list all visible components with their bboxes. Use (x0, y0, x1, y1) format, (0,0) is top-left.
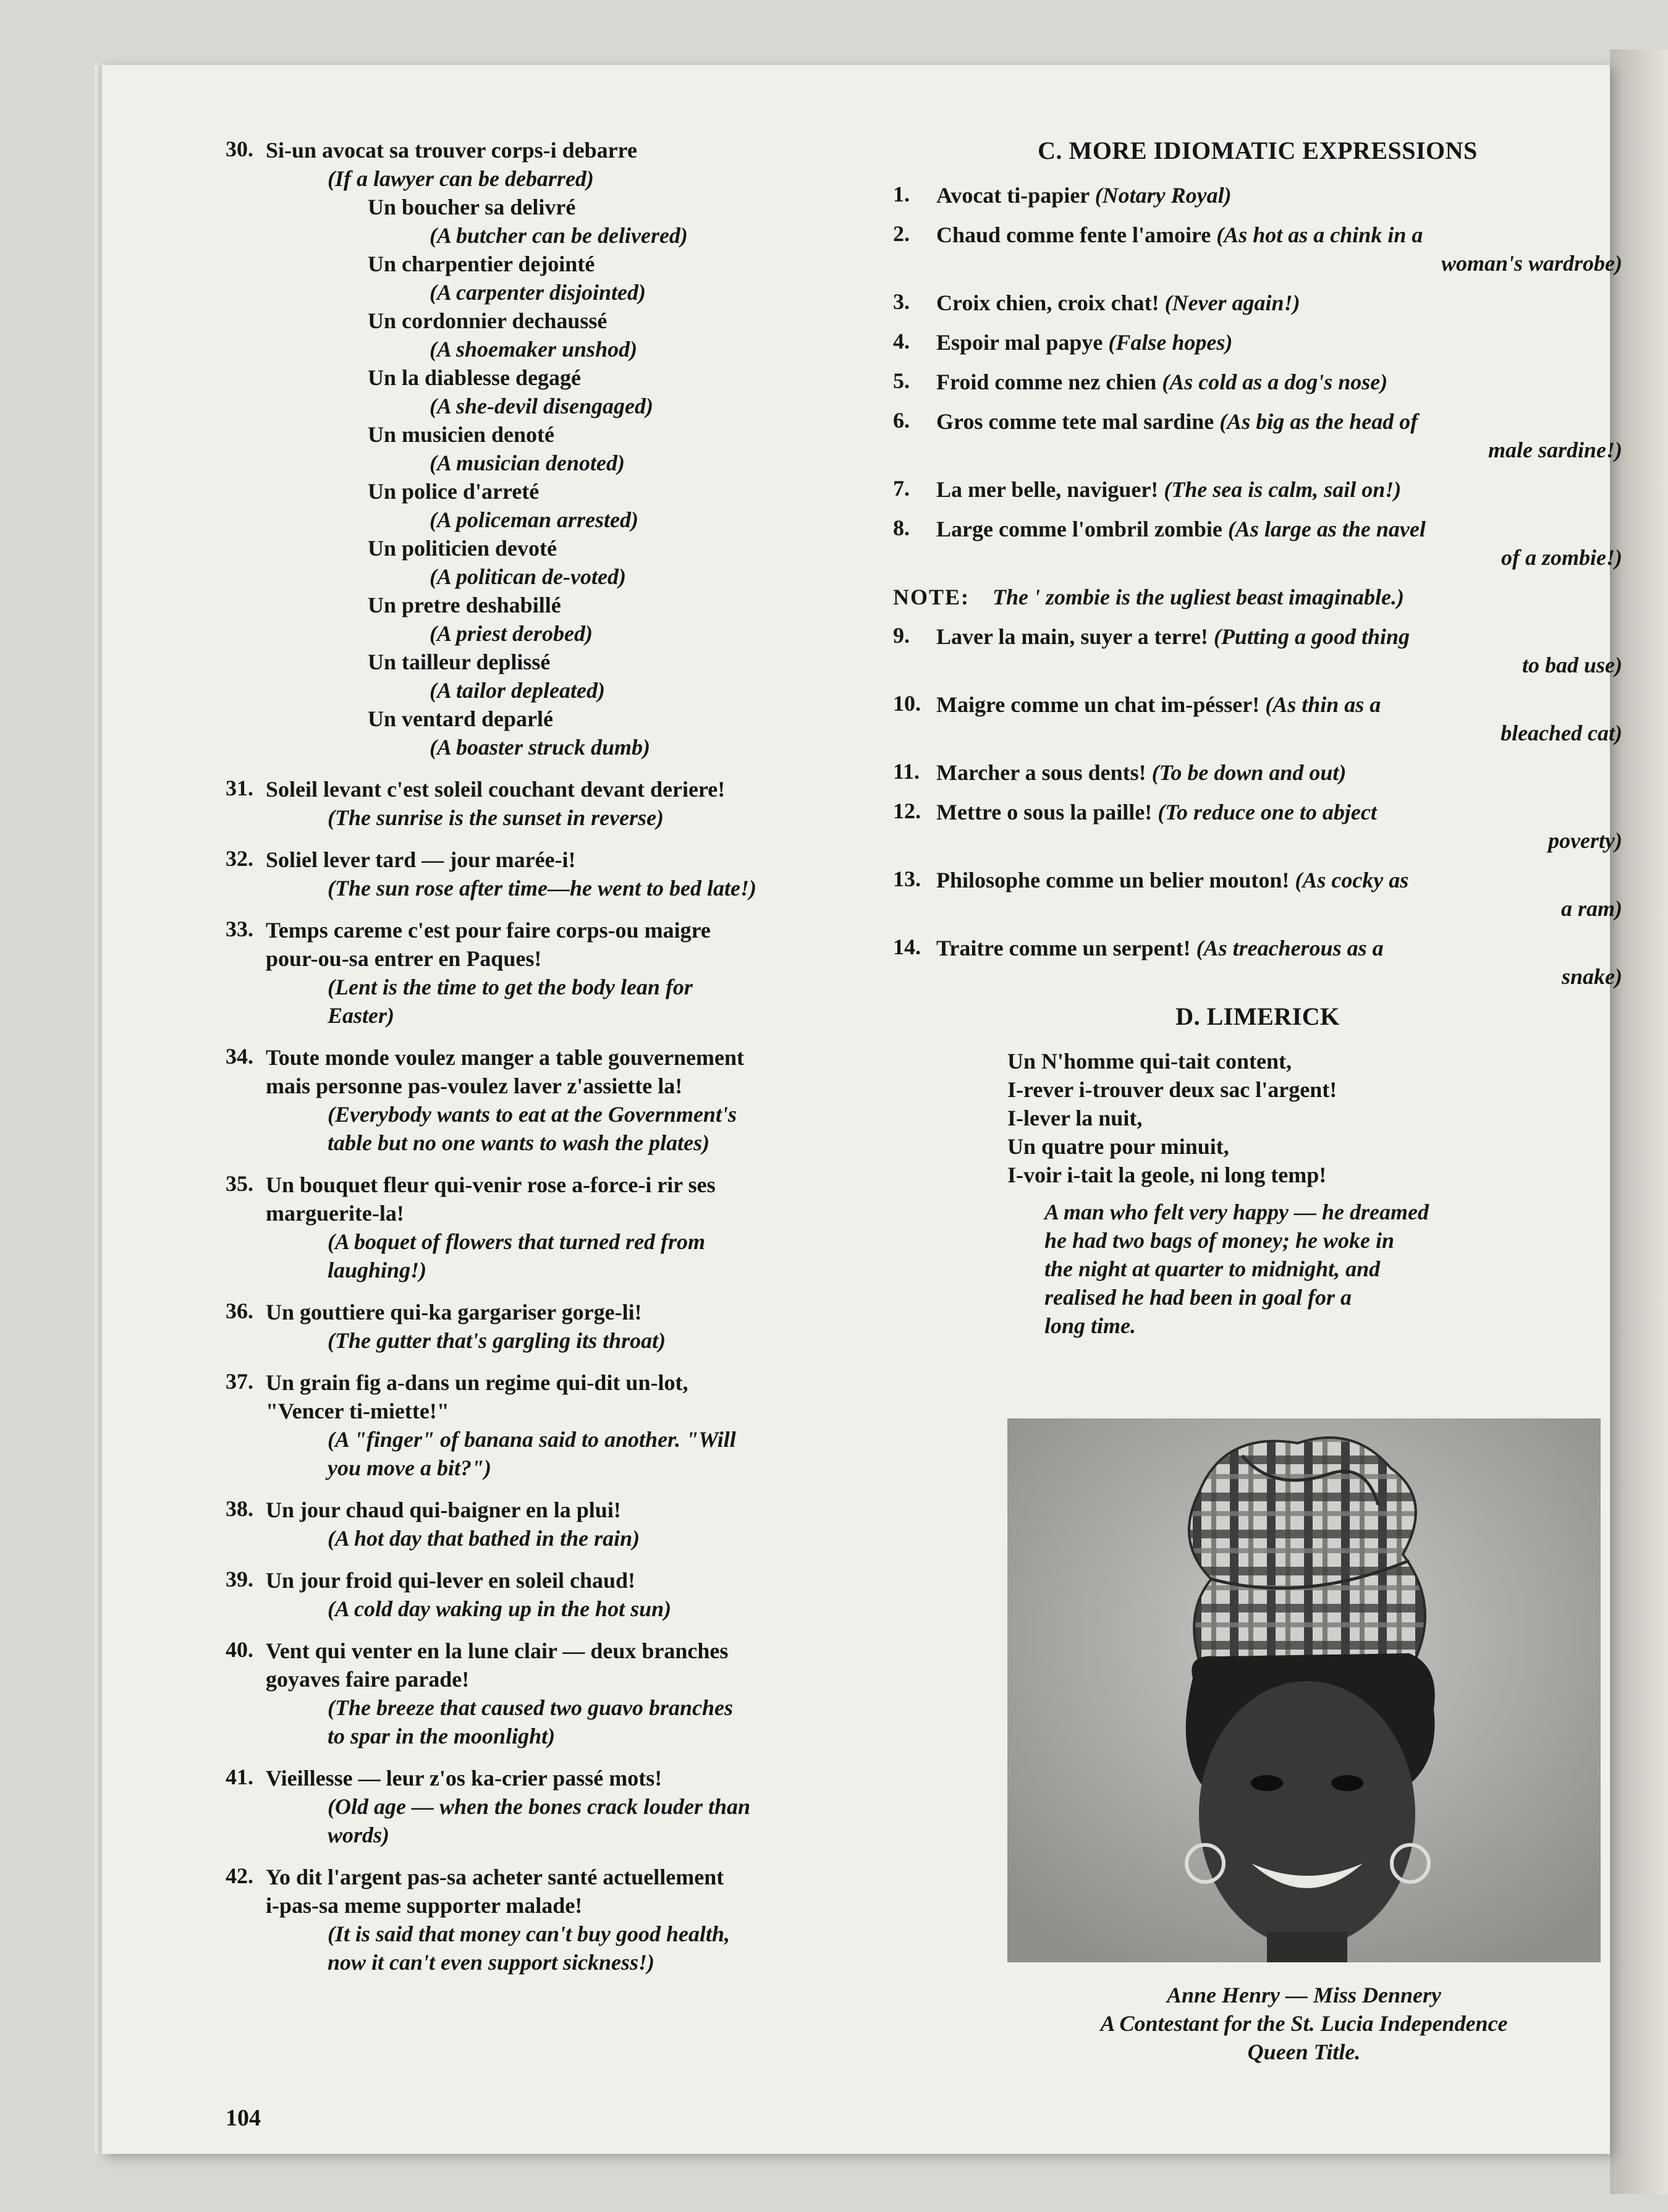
idiom-french: Traitre comme un serpent! (936, 936, 1191, 960)
entry-number: 3. (893, 289, 910, 314)
idiom-english-continued: woman's wardrobe) (1441, 251, 1622, 276)
idiom-entry (893, 934, 1622, 991)
idiom-french: Marcher a sous dents! (936, 760, 1146, 785)
entry-english: (It is said that money can't buy good health, (328, 1922, 730, 1946)
entry-french: Vieillesse — leur z'os ka-crier passé mots! (266, 1766, 663, 1790)
entry-number: 41. (226, 1765, 253, 1789)
idiom-french: Mettre o sous la paille! (936, 800, 1153, 824)
idiom-english-continued: male sardine!) (1488, 438, 1622, 462)
idiom-english: (To be down and out) (1151, 760, 1347, 785)
entry-french: Temps careme c'est pour faire corps-ou maigre (266, 918, 711, 943)
limerick-english-line: A man who felt very happy — he dreamed (1044, 1200, 1429, 1224)
entry-number: 36. (226, 1299, 253, 1323)
entry-english: (The gutter that's gargling its throat) (328, 1328, 666, 1353)
limerick-french (1007, 1047, 1622, 1189)
entry-english: (Everybody wants to eat at the Government's (328, 1102, 737, 1127)
entry-french: Soliel lever tard — jour marée-i! (266, 847, 576, 872)
idiom-line (936, 798, 1622, 826)
page-number: 104 (226, 2105, 261, 2131)
idiom-french: Maigre comme un chat im-pésser! (936, 692, 1260, 717)
idiom-french: Chaud comme fente l'amoire (936, 222, 1211, 247)
entry-number: 2. (893, 221, 910, 246)
idiom-english-continued: snake) (1562, 964, 1622, 989)
limerick-english-line: realised he had been in goal for a (1044, 1285, 1352, 1310)
entry-number: 30. (226, 137, 253, 161)
entry-number: 39. (226, 1567, 253, 1591)
list-item-french: Un police d'arreté (368, 479, 540, 504)
entry-english: you move a bit?") (328, 1456, 491, 1480)
entry-number: 38. (226, 1496, 253, 1521)
limerick-line: I-lever la nuit, (1007, 1106, 1143, 1130)
idiom-entry (893, 407, 1622, 464)
portrait-illustration (1007, 1418, 1601, 1962)
idiom-line (936, 181, 1622, 210)
entry-number: 32. (226, 846, 253, 871)
list-item-english: (A she-devil disengaged) (430, 394, 653, 418)
entry-english: (The breeze that caused two guavo branches (328, 1695, 733, 1720)
idiom-french: Froid comme nez chien (936, 370, 1157, 394)
list-item-english: (A musician denoted) (430, 451, 625, 475)
entry-french: Un bouquet fleur qui-venir rose a-force-i rir ses (266, 1172, 716, 1197)
list-item-french: Un musicien denoté (368, 422, 555, 447)
entry-french: Si-un avocat sa trouver corps-i debarre (266, 138, 637, 163)
idiom-english: (False hopes) (1108, 330, 1233, 355)
idiom-entry (893, 515, 1622, 572)
list-item-english: (A carpenter disjointed) (430, 280, 646, 305)
proverb-entry (226, 845, 949, 902)
list-item-english: (A priest derobed) (430, 621, 593, 646)
entry-english: now it can't even support sickness!) (328, 1950, 655, 1975)
idiom-entry (893, 368, 1622, 396)
limerick-line: Un N'homme qui-tait content, (1007, 1049, 1292, 1074)
proverb-entry (226, 1368, 949, 1482)
entry-number: 9. (893, 623, 910, 648)
proverb-entry (226, 1566, 949, 1623)
idiom-list-continued (893, 622, 1622, 991)
proverb-entry (226, 1637, 949, 1750)
entry-french: goyaves faire parade! (266, 1667, 470, 1692)
idiom-line (936, 221, 1622, 249)
left-column (226, 136, 949, 1990)
entry-french: pour-ou-sa entrer en Paques! (266, 946, 542, 971)
idiom-english: (Putting a good thing (1213, 624, 1410, 649)
proverb-entry (226, 775, 949, 832)
list-item-english: (A policeman arrested) (430, 507, 638, 532)
entry-french: Un jour froid qui-lever en soleil chaud! (266, 1568, 636, 1593)
idiom-entry (893, 289, 1622, 317)
note-text: The ' zombie is the ugliest beast imaginable.) (993, 585, 1405, 609)
idiom-line (936, 758, 1622, 787)
contestant-photo (1007, 1418, 1601, 1962)
note-label: NOTE: (893, 585, 970, 609)
idiom-entry (893, 758, 1622, 787)
idiom-english: (As cocky as (1295, 868, 1409, 892)
entry-english: (A hot day that bathed in the rain) (328, 1526, 640, 1551)
caption-line: A Contestant for the St. Lucia Independence (1100, 2011, 1508, 2036)
idiom-english: (Notary Royal) (1094, 183, 1232, 208)
entry-english: table but no one wants to wash the plates) (328, 1130, 710, 1155)
idiom-entry (893, 622, 1622, 679)
entry-30 (226, 136, 949, 761)
entry-english: (Old age — when the bones crack louder than (328, 1794, 751, 1819)
limerick-line: I-voir i-tait la geole, ni long temp! (1007, 1163, 1327, 1187)
idiom-english-continued: bleached cat) (1501, 721, 1622, 745)
entry-number: 6. (893, 408, 910, 433)
list-item-english: (A butcher can be delivered) (430, 223, 688, 248)
caption-line: Queen Title. (1247, 2040, 1361, 2064)
idiom-english: (As cold as a dog's nose) (1162, 370, 1388, 394)
list-item-english: (A politican de-voted) (430, 564, 626, 589)
idiom-line (936, 515, 1622, 543)
idiom-french: Large comme l'ombril zombie (936, 517, 1222, 541)
entry-number: 13. (893, 867, 921, 891)
entry-number: 14. (893, 934, 921, 959)
limerick-english (1044, 1198, 1622, 1340)
idiom-line (936, 475, 1622, 504)
idiom-english-continued: to bad use) (1522, 653, 1622, 677)
idiom-english-continued: a ram) (1561, 896, 1622, 921)
idiom-french: Avocat ti-papier (936, 183, 1090, 208)
proverb-entry (226, 916, 949, 1030)
entry-number: 42. (226, 1863, 253, 1888)
idiom-french: Laver la main, suyer a terre! (936, 624, 1208, 649)
section-d-heading: D. LIMERICK (1175, 1002, 1340, 1030)
entry-french: Un gouttiere qui-ka gargariser gorge-li! (266, 1300, 642, 1324)
entry-number: 7. (893, 476, 910, 501)
section-c-heading: C. MORE IDIOMATIC EXPRESSIONS (1038, 137, 1478, 164)
idiom-line (936, 866, 1622, 894)
list-item-french: Un charpentier dejointé (368, 252, 595, 276)
entry-english: Easter) (328, 1003, 394, 1028)
idiom-french: Philosophe comme un belier mouton! (936, 868, 1290, 892)
idiom-line (936, 368, 1622, 396)
profession-list (328, 193, 949, 761)
idiom-entry (893, 475, 1622, 504)
idiom-english: (To reduce one to abject (1158, 800, 1377, 824)
limerick-line: I-rever i-trouver deux sac l'argent! (1007, 1077, 1337, 1102)
idiom-english: (As big as the head of (1219, 409, 1418, 434)
photo-caption (1007, 1981, 1601, 2066)
entry-french: mais personne pas-voulez laver z'assiette la! (266, 1074, 683, 1098)
idiom-entry (893, 181, 1622, 210)
proverb-entry (226, 1764, 949, 1849)
entry-english: (The sunrise is the sunset in reverse) (328, 805, 664, 830)
zombie-note (893, 583, 1622, 611)
idiom-line (936, 289, 1622, 317)
list-item-french: Un cordonnier dechaussé (368, 308, 608, 333)
caption-line: Anne Henry — Miss Dennery (1166, 1983, 1442, 2007)
idiom-french: La mer belle, naviguer! (936, 477, 1159, 502)
idiom-entry (893, 866, 1622, 923)
list-item-french: Un pretre deshabillé (368, 593, 561, 617)
entry-number: 10. (893, 691, 921, 716)
proverb-entry (226, 1863, 949, 1977)
entry-french: Toute monde voulez manger a table gouvernement (266, 1045, 744, 1070)
entry-english: to spar in the moonlight) (328, 1724, 556, 1748)
idiom-english: (As hot as a chink in a (1216, 222, 1423, 247)
entry-number: 35. (226, 1171, 253, 1196)
entry-number: 12. (893, 799, 921, 823)
list-item-english: (A boaster struck dumb) (430, 735, 651, 760)
entry-french: Un jour chaud qui-baigner en la plui! (266, 1498, 621, 1522)
proverb-entry (226, 1496, 949, 1553)
entry-english: words) (328, 1823, 390, 1847)
limerick-line: Un quatre pour minuit, (1007, 1134, 1229, 1159)
entry-number: 11. (893, 759, 920, 784)
idiom-french: Espoir mal papye (936, 330, 1103, 355)
idiom-entry (893, 221, 1622, 278)
limerick-english-line: long time. (1044, 1313, 1137, 1338)
list-item-french: Un tailleur deplissé (368, 650, 551, 674)
idiom-entry (893, 328, 1622, 357)
idiom-english: (As treacherous as a (1196, 936, 1384, 960)
entry-french: i-pas-sa meme supporter malade! (266, 1893, 583, 1918)
idiom-line (936, 407, 1622, 436)
entry-english: (The sun rose after time—he went to bed late!) (328, 876, 756, 900)
entry-english: laughing!) (328, 1258, 427, 1282)
list-item-french: Un ventard deparlé (368, 706, 553, 731)
idiom-line (936, 622, 1622, 651)
proverb-entry (226, 1043, 949, 1157)
entry-french: Vent qui venter en la lune clair — deux branches (266, 1638, 729, 1663)
right-column (893, 136, 1622, 1340)
entry-number: 37. (226, 1369, 253, 1394)
idiom-english: (The sea is calm, sail on!) (1164, 477, 1402, 502)
entry-french: marguerite-la! (266, 1201, 404, 1226)
entry-english: (A "finger" of banana said to another. "Will (328, 1427, 736, 1452)
idiom-french: Gros comme tete mal sardine (936, 409, 1214, 434)
entry-number: 34. (226, 1044, 253, 1069)
proverb-entry (226, 1171, 949, 1284)
entry-number: 4. (893, 329, 910, 354)
entry-french: Soleil levant c'est soleil couchant devant deriere! (266, 777, 726, 802)
entry-number: 8. (893, 515, 910, 540)
entry-number: 40. (226, 1637, 253, 1662)
idiom-line (936, 934, 1622, 962)
idiom-english-continued: poverty) (1548, 828, 1622, 853)
entry-english: (If a lawyer can be debarred) (328, 166, 594, 191)
entry-french: Yo dit l'argent pas-sa acheter santé actuellement (266, 1865, 724, 1889)
entry-english: (A cold day waking up in the hot sun) (328, 1596, 672, 1621)
idiom-english-continued: of a zombie!) (1501, 545, 1622, 570)
list-item-french: Un la diablesse degagé (368, 365, 582, 390)
entry-number: 1. (893, 182, 910, 206)
entry-number: 5. (893, 368, 910, 393)
entry-number: 33. (226, 917, 253, 941)
idiom-entry (893, 690, 1622, 747)
entry-english: (Lent is the time to get the body lean for (328, 975, 693, 999)
idiom-english: (Never again!) (1164, 290, 1300, 315)
entry-french: Un grain fig a-dans un regime qui-dit un-lot, (266, 1370, 688, 1395)
list-item-french: Un boucher sa delivré (368, 195, 576, 219)
list-item-french: Un politicien devoté (368, 536, 557, 561)
idiom-entry (893, 798, 1622, 855)
proverb-list (226, 775, 949, 1977)
entry-number: 31. (226, 776, 253, 800)
book-page (102, 65, 1622, 2154)
idiom-french: Croix chien, croix chat! (936, 290, 1159, 315)
entry-english: (A boquet of flowers that turned red from (328, 1229, 706, 1254)
idiom-line (936, 690, 1622, 719)
idiom-english: (As large as the navel (1227, 517, 1426, 541)
proverb-entry (226, 1298, 949, 1355)
idiom-list (893, 181, 1622, 572)
limerick-english-line: the night at quarter to midnight, and (1044, 1256, 1381, 1281)
idiom-english: (As thin as a (1265, 692, 1381, 717)
list-item-english: (A tailor depleated) (430, 678, 605, 703)
entry-french: "Vencer ti-miette!" (266, 1399, 449, 1423)
limerick-english-line: he had two bags of money; he woke in (1044, 1228, 1395, 1253)
list-item-english: (A shoemaker unshod) (430, 337, 638, 362)
idiom-line (936, 328, 1622, 357)
